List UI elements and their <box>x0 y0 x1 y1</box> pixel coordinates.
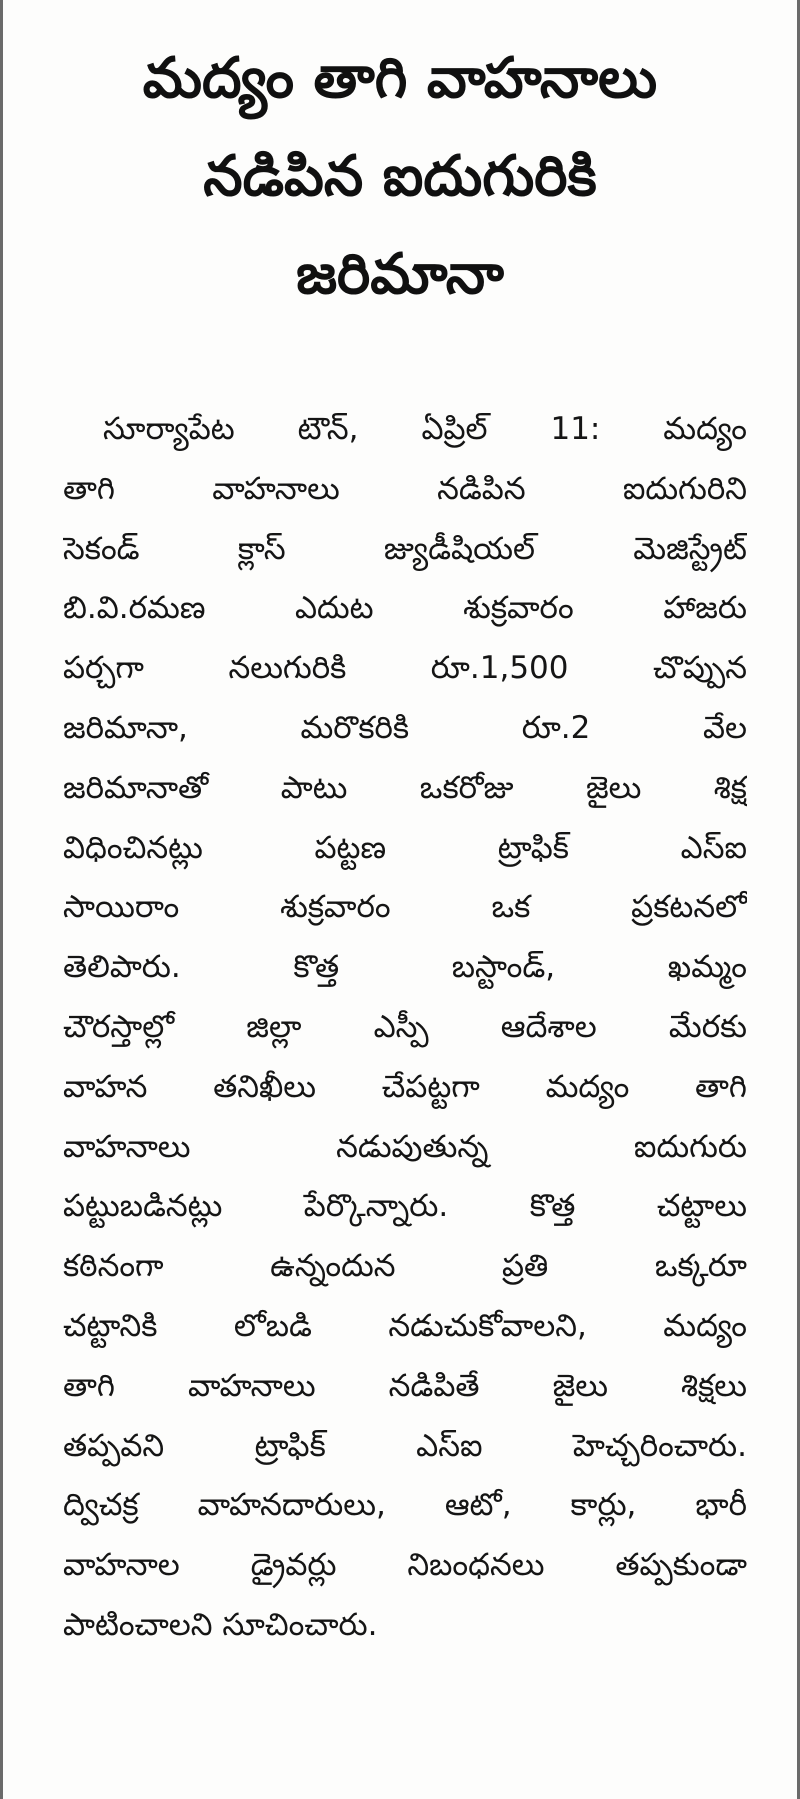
headline-line: నడిపిన ఐదుగురికి <box>203 144 597 209</box>
headline-line: మద్యం తాగి వాహనాలు <box>142 46 658 111</box>
body-line: పర్చగా నలుగురికి రూ.1,500 చొప్పున <box>63 650 747 687</box>
body-line: సెకండ్ క్లాస్ జ్యుడీషియల్ మెజిస్ట్రేట్ <box>63 530 747 567</box>
body-line: తాగి వాహనాలు నడిపితే జైలు శిక్షలు <box>63 1367 747 1404</box>
body-line: బి.వి.రమణ ఎదుట శుక్రవారం హాజరు <box>63 590 747 627</box>
article-body <box>63 400 747 1656</box>
body-line: చట్టానికి లోబడి నడుచుకోవాలని, మద్యం <box>63 1307 747 1344</box>
body-line: తాగి వాహనాలు నడిపిన ఐదుగురిని <box>63 470 747 507</box>
body-line: సూర్యాపేట టౌన్, ఏప్రిల్ 11: మద్యం <box>103 411 747 447</box>
body-line: ద్విచక్ర వాహనదారులు, ఆటో, కార్లు, భారీ <box>63 1487 747 1524</box>
body-line: పట్టుబడినట్లు పేర్కొన్నారు. కొత్త చట్టాలు <box>63 1188 747 1225</box>
body-line: వాహనాలు నడుపుతున్న ఐదుగురు <box>63 1128 747 1165</box>
body-line: తెలిపారు. కొత్త బస్టాండ్, ఖమ్మం <box>63 949 747 986</box>
body-line: సాయిరాం శుక్రవారం ఒక ప్రకటనలో <box>63 889 747 926</box>
body-line: పాటించాలని సూచించారు. <box>63 1606 378 1643</box>
headline-line: జరిమానా <box>296 242 504 307</box>
body-line: వాహన తనిఖీలు చేపట్టగా మద్యం తాగి <box>63 1068 747 1105</box>
headline <box>33 30 767 324</box>
body-line: విధించినట్లు పట్టణ ట్రాఫిక్ ఎస్ఐ <box>63 829 747 866</box>
body-line: వాహనాల డ్రైవర్లు నిబంధనలు తప్పకుండా <box>63 1547 747 1584</box>
body-line: జరిమానా, మరొకరికి రూ.2 వేల <box>63 709 747 746</box>
body-line: జరిమానాతో పాటు ఒకరోజు జైలు శిక్ష <box>63 769 747 806</box>
body-line: కఠినంగా ఉన్నందున ప్రతి ఒక్కరూ <box>63 1248 747 1285</box>
body-line: చౌరస్తాల్లో జిల్లా ఎస్పీ ఆదేశాల మేరకు <box>63 1008 747 1045</box>
body-line: తప్పవని ట్రాఫిక్ ఎస్ఐ హెచ్చరించారు. <box>63 1427 747 1464</box>
